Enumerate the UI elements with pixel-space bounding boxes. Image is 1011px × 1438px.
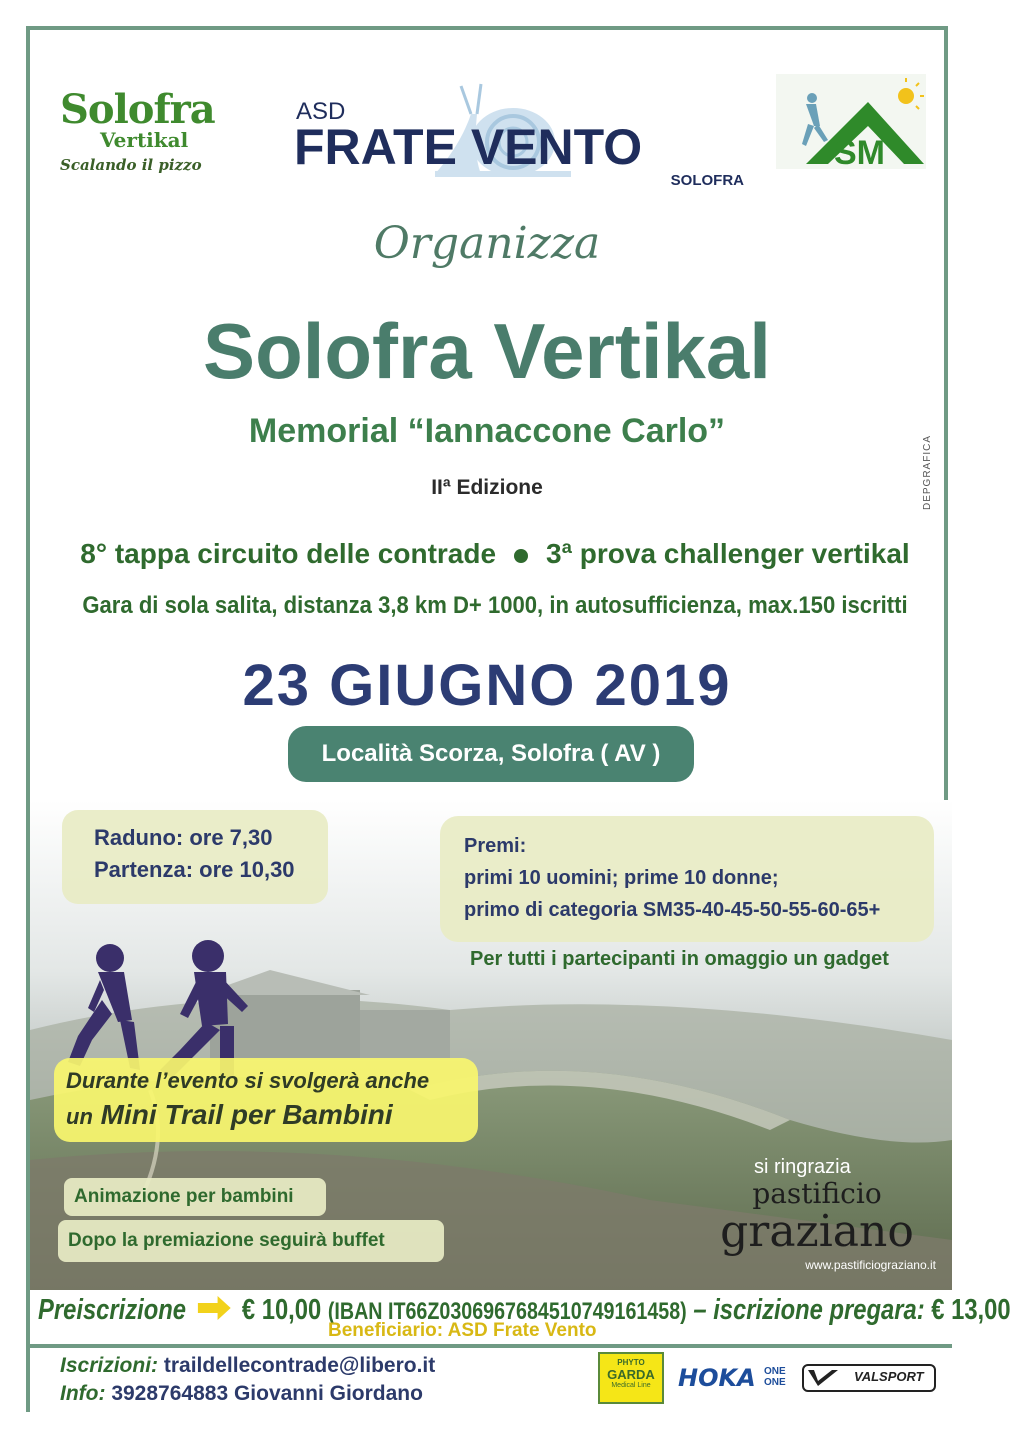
sponsor-line1: pastificio	[752, 1177, 882, 1210]
circuit-right: 3ª prova challenger vertikal	[546, 538, 910, 569]
animation-note: Animazione per bambini	[64, 1178, 326, 1216]
hoka-logo	[678, 1364, 794, 1394]
circuit-info	[40, 538, 950, 570]
organizza-heading: Organizza	[373, 218, 601, 269]
designer-credit: DEPGRAFICA	[922, 434, 933, 510]
raduno-time: Raduno: ore 7,30	[94, 825, 273, 850]
poster-frame	[26, 26, 1011, 1412]
info-phone: 3928764883 Giovanni Giordano	[111, 1382, 423, 1405]
logo-center-name: FRATE VENTO	[294, 119, 643, 175]
solofra-vertikal-logo	[60, 86, 260, 174]
partenza-time: Partenza: ore 10,30	[94, 857, 295, 882]
beneficiary: Beneficiario: ASD Frate Vento	[328, 1320, 597, 1341]
phyto-garda-logo	[598, 1352, 664, 1404]
iban: (IBAN IT66Z0306967684510749161458)	[327, 1298, 687, 1325]
thanks-label: si ringrazia	[754, 1156, 851, 1178]
prizes-line2: primo di categoria SM35-40-45-50-55-60-65+	[464, 899, 881, 921]
day-price: € 13,00	[931, 1294, 1011, 1326]
sponsor2-sub1: ONE	[764, 1366, 786, 1377]
pre-price: € 10,00	[241, 1294, 322, 1326]
memorial-subtitle: Memorial “Iannaccone Carlo”	[248, 412, 726, 450]
email-link[interactable]: traildellecontrade@libero.it	[163, 1354, 436, 1377]
pre-label: Preiscrizione	[38, 1294, 187, 1326]
logo-left-brand: Solofra	[60, 86, 215, 133]
event-date: 23 GIUGNO 2019	[242, 653, 732, 718]
sm-logo	[776, 74, 926, 172]
mini-trail-line1: Durante l’evento si svolgerà anche	[66, 1068, 430, 1093]
logo-right-text: SM	[834, 134, 885, 172]
sponsor1-main: GARDA	[607, 1367, 655, 1382]
frate-vento-logo	[296, 94, 756, 214]
email-label: Iscrizioni:	[60, 1354, 159, 1377]
logo-center-city: SOLOFRA	[670, 172, 744, 189]
event-title: Solofra Vertikal	[203, 307, 771, 395]
pastificio-logo	[698, 1178, 936, 1272]
prizes-heading: Premi:	[464, 835, 527, 857]
sponsor3-name: VALSPORT	[854, 1369, 924, 1384]
gadget-note: Per tutti i partecipanti in omaggio un gadget	[470, 948, 889, 970]
bullet-icon	[514, 549, 528, 563]
race-details: Gara di sola salita, distanza 3,8 km D+ 1000, in autosufficienza, max.150 iscritti	[82, 592, 908, 619]
prizes-line1: primi 10 uomini; prime 10 donne;	[464, 867, 779, 889]
logo-center-prefix: ASD	[296, 98, 346, 125]
runner-mountain-icon	[776, 74, 926, 172]
valsport-logo	[802, 1364, 936, 1392]
sponsor2-sub2: ONE	[764, 1377, 786, 1388]
sponsor1-sub: Medical Line	[611, 1382, 651, 1389]
info-label: Info:	[60, 1382, 106, 1405]
logo-left-brand-sub: Vertikal	[100, 128, 189, 152]
price-separator: –	[693, 1294, 707, 1326]
sponsor-line2: graziano	[720, 1206, 914, 1257]
mini-trail-main: Mini Trail per Bambini	[100, 1099, 393, 1130]
buffet-note: Dopo la premiazione seguirà buffet	[58, 1220, 444, 1262]
logo-left-tagline: Scalando il pizzo	[60, 156, 202, 174]
edition-label: IIª Edizione	[431, 476, 543, 499]
sponsor-url: www.pastificiograziano.it	[805, 1258, 936, 1272]
mini-trail-box	[54, 1058, 478, 1142]
schedule-box	[62, 810, 328, 904]
pricing-band	[30, 1290, 1011, 1350]
mini-trail-prefix: un	[66, 1104, 93, 1129]
sponsor2-main: HOKA	[678, 1364, 756, 1392]
sponsor1-top: PHYTO	[617, 1358, 645, 1367]
circuit-left: 8° tappa circuito delle contrade	[80, 538, 497, 569]
prizes-box	[440, 816, 934, 942]
valsport-mark-icon	[808, 1368, 838, 1388]
location-badge: Località Scorza, Solofra ( AV )	[288, 726, 694, 782]
arrow-right-icon	[198, 1295, 231, 1328]
day-label: iscrizione pregara:	[713, 1294, 925, 1326]
